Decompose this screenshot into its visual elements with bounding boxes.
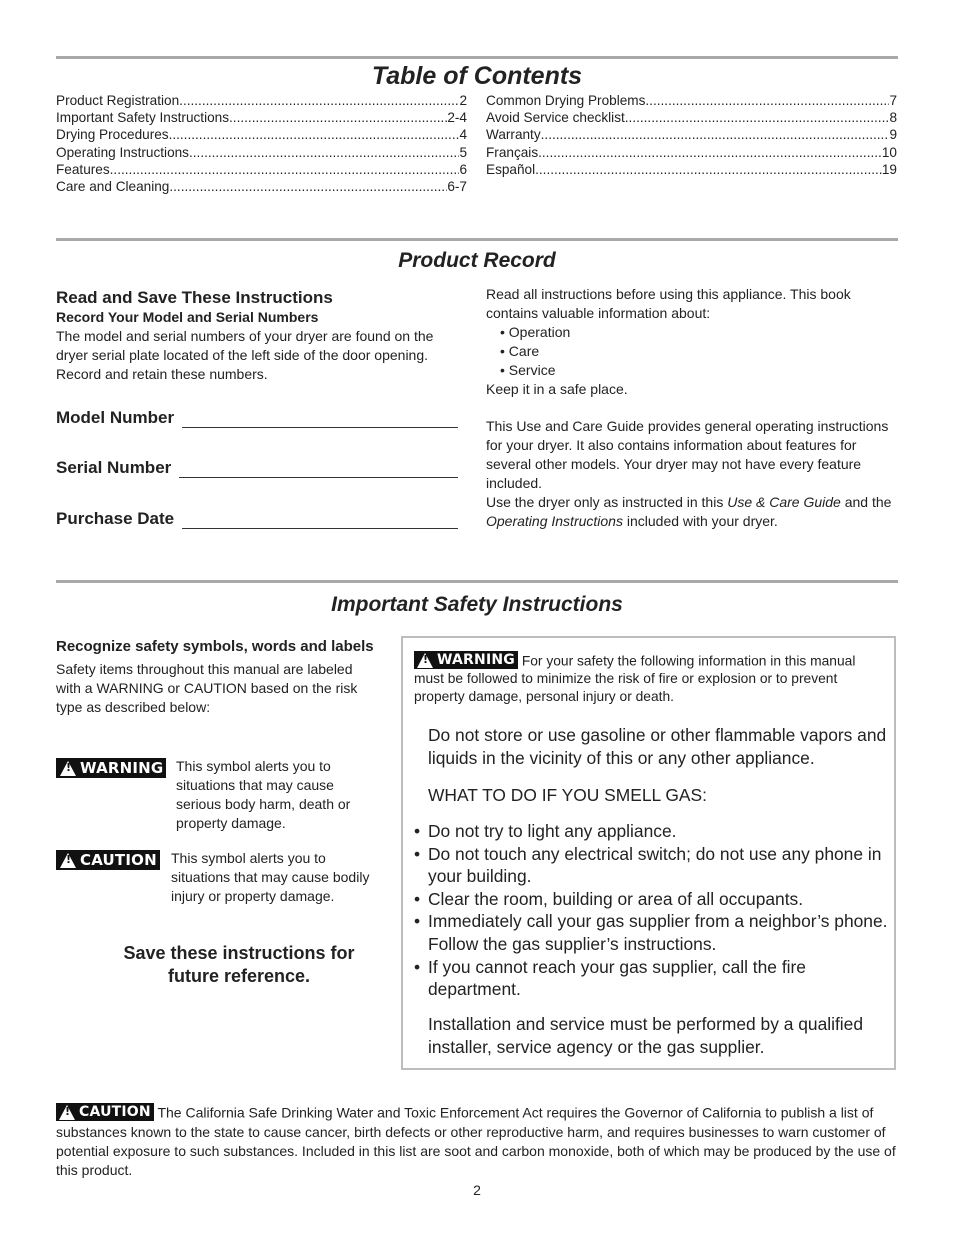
keep-note: Keep it in a safe place. — [486, 381, 628, 397]
alert-triangle-icon — [60, 853, 76, 868]
page-number: 2 — [473, 1182, 481, 1198]
guide-text: This Use and Care Guide provides general operating instructions for your dryer. It also contains information about features for several other models. Your dryer may not have every feature included. — [486, 418, 889, 491]
safety-rule — [56, 580, 898, 583]
warning-description: This symbol alerts you to situations that may cause serious body harm, death or property damage. — [176, 758, 351, 831]
list-item: • Care — [500, 343, 540, 359]
list-item: • Do not touch any electrical switch; do not use any phone in your building. — [414, 843, 882, 887]
record-subheading: Record Your Model and Serial Numbers — [56, 309, 319, 325]
list-item: • Do not try to light any appliance. — [414, 821, 677, 841]
serial-number-field[interactable]: Serial Number — [56, 458, 458, 478]
safety-left — [56, 636, 378, 717]
warning-badge: ! WARNING — [56, 758, 166, 778]
top-rule — [56, 56, 898, 59]
caution-badge: ! CAUTION — [56, 1103, 154, 1121]
warning-badge: ! WARNING — [414, 651, 518, 669]
toc-entry[interactable]: Warranty ..... 9 — [486, 126, 897, 143]
california-notice — [56, 1103, 898, 1180]
toc-entry[interactable]: Important Safety Instructions ..... 2-4 — [56, 109, 467, 126]
box-intro-block — [414, 651, 888, 705]
product-record-left — [56, 287, 468, 384]
save-note: Save these instructions for future reference. — [123, 943, 355, 986]
product-record-rule — [56, 238, 898, 241]
toc-title: Table of Contents — [371, 62, 583, 90]
caution-description: This symbol alerts you to situations that may cause bodily injury or property damage. — [171, 850, 370, 904]
toc-entry[interactable]: Drying Procedures ..... 4 — [56, 126, 467, 143]
product-record-right — [486, 285, 898, 531]
gas-steps-list — [414, 820, 890, 1001]
caution-badge: ! CAUTION — [56, 850, 160, 870]
box-paragraph-2: WHAT TO DO IF YOU SMELL GAS: — [428, 785, 707, 805]
list-item: • Service — [500, 362, 556, 378]
info-list — [500, 323, 898, 380]
purchase-date-field[interactable]: Purchase Date — [56, 509, 458, 529]
toc-entry[interactable]: Common Drying Problems ..... 7 — [486, 92, 897, 109]
toc-entry[interactable]: Features ..... 6 — [56, 161, 467, 178]
toc-left-column — [56, 92, 467, 195]
toc-entry[interactable]: Français ..... 10 — [486, 144, 897, 161]
record-text: The model and serial numbers of your dryer are found on the dryer serial plate located of the left side of the door opening. Record and retain these numbers. — [56, 328, 434, 382]
right-intro: Read all instructions before using this appliance. This book contains valuable information about: — [486, 286, 851, 321]
safety-title: Important Safety Instructions — [331, 593, 623, 616]
read-save-heading: Read and Save These Instructions — [56, 288, 333, 307]
gas-warning-box — [401, 636, 896, 1070]
toc-right-column — [486, 92, 897, 178]
toc-entry[interactable]: Español ..... 19 — [486, 161, 897, 178]
list-item: • Immediately call your gas supplier from a neighbor’s phone. Follow the gas supplier’s instructions. — [414, 911, 888, 954]
toc-entry[interactable]: Product Registration ..... 2 — [56, 92, 467, 109]
toc-entry[interactable]: Avoid Service checklist ..... 8 — [486, 109, 897, 126]
model-number-field[interactable]: Model Number — [56, 408, 458, 428]
alert-triangle-icon — [60, 761, 76, 776]
list-item: • Clear the room, building or area of all occupants. — [414, 888, 804, 909]
toc-entry[interactable]: Care and Cleaning ..... 6-7 — [56, 178, 467, 195]
box-intro: For your safety the following information in this manual must be followed to minimize the risk of fire or explosion or to prevent property damage, personal injury or death. — [414, 653, 856, 704]
recognize-heading: Recognize safety symbols, words and labels — [56, 638, 374, 655]
box-paragraph-1: Do not store or use gasoline or other flammable vapors and liquids in the vicinity of this or any other appliance. — [428, 725, 887, 768]
recognize-text: Safety items throughout this manual are labeled with a WARNING or CAUTION based on the risk type as described below: — [56, 661, 358, 715]
list-item: • Operation — [500, 324, 571, 340]
product-record-title: Product Record — [398, 249, 556, 272]
alert-triangle-icon — [417, 653, 433, 668]
use-text: Use the dryer only as instructed in this Use & Care Guide and the Operating Instructions included with your dryer. — [486, 494, 892, 529]
alert-triangle-icon — [59, 1105, 75, 1120]
box-paragraph-3: Installation and service must be performed by a qualified installer, service agency or the gas supplier. — [428, 1014, 864, 1057]
toc-entry[interactable]: Operating Instructions ..... 5 — [56, 144, 467, 161]
list-item: • If you cannot reach your gas supplier, call the fire department. — [414, 956, 806, 1000]
california-text: The California Safe Drinking Water and Toxic Enforcement Act requires the Governor of California to publish a list of substances known to the state to cause cancer, birth defects or other reproductive harm, and requires businesses to warn customer of potential exposure to such substances. Included in this list are soot and carbon monoxide, both of which may be produced by the use of this product. — [56, 1104, 896, 1178]
